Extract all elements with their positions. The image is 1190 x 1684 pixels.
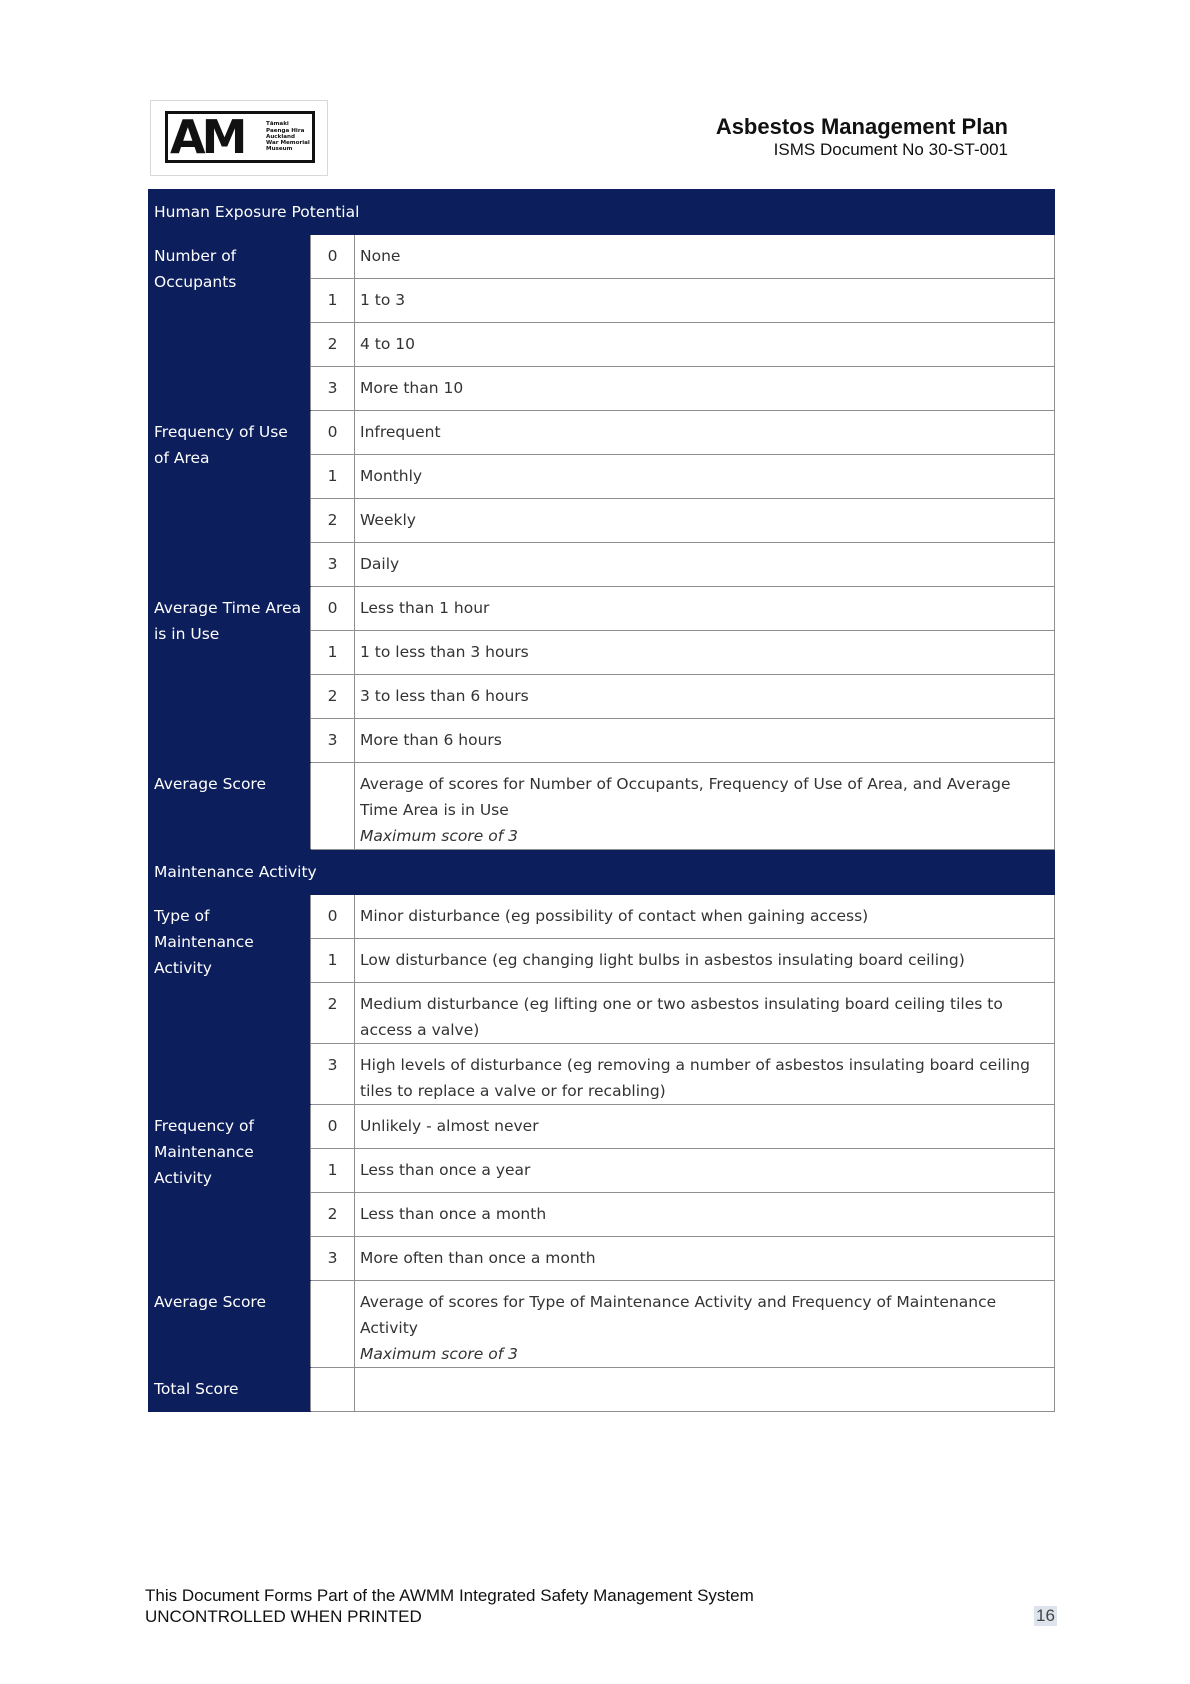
score-cell: 0 bbox=[311, 895, 355, 939]
score-cell: 3 bbox=[311, 1237, 355, 1281]
section-title: Human Exposure Potential bbox=[149, 190, 1055, 235]
score-cell: 0 bbox=[311, 587, 355, 631]
table-row bbox=[149, 235, 1055, 279]
description-cell: Less than 1 hour bbox=[355, 587, 1055, 631]
average-score-cell bbox=[311, 763, 355, 850]
description-cell: 1 to less than 3 hours bbox=[355, 631, 1055, 675]
score-cell: 1 bbox=[311, 279, 355, 323]
table-row bbox=[149, 895, 1055, 939]
description-cell: Monthly bbox=[355, 455, 1055, 499]
description-cell: Low disturbance (eg changing light bulbs in asbestos insulating board ceiling) bbox=[355, 939, 1055, 983]
score-cell: 0 bbox=[311, 411, 355, 455]
score-cell: 2 bbox=[311, 983, 355, 1044]
criterion-label: Number of Occupants bbox=[149, 235, 311, 411]
description-cell: Medium disturbance (eg lifting one or two asbestos insulating board ceiling tiles to access a valve) bbox=[355, 983, 1055, 1044]
average-text: Average of scores for Number of Occupants, Frequency of Use of Area, and Average Time Area is in Use bbox=[360, 775, 1011, 819]
score-cell: 2 bbox=[311, 323, 355, 367]
score-cell: 2 bbox=[311, 1193, 355, 1237]
description-cell: Daily bbox=[355, 543, 1055, 587]
section-row bbox=[149, 190, 1055, 235]
document-number: ISMS Document No 30-ST-001 bbox=[773, 140, 1008, 159]
total-row bbox=[149, 1368, 1055, 1412]
average-label: Average Score bbox=[149, 1281, 311, 1368]
footer-uncontrolled: UNCONTROLLED WHEN PRINTED bbox=[145, 1607, 422, 1626]
description-cell: More than 6 hours bbox=[355, 719, 1055, 763]
scoring-table-body bbox=[149, 190, 1055, 1412]
description-cell: 4 to 10 bbox=[355, 323, 1055, 367]
average-row bbox=[149, 1281, 1055, 1368]
average-row bbox=[149, 763, 1055, 850]
logo-mark: AM bbox=[170, 114, 244, 160]
scoring-table bbox=[148, 189, 1055, 1412]
description-cell: More than 10 bbox=[355, 367, 1055, 411]
description-cell: Unlikely - almost never bbox=[355, 1105, 1055, 1149]
score-cell: 3 bbox=[311, 719, 355, 763]
criterion-label: Frequency of Maintenance Activity bbox=[149, 1105, 311, 1281]
logo-frame bbox=[150, 100, 328, 176]
score-cell: 1 bbox=[311, 631, 355, 675]
description-cell: More often than once a month bbox=[355, 1237, 1055, 1281]
description-cell: High levels of disturbance (eg removing a number of asbestos insulating board ceiling tiles to replace a valve or for recabling) bbox=[355, 1044, 1055, 1105]
criterion-label: Type of Maintenance Activity bbox=[149, 895, 311, 1105]
criterion-label: Frequency of Use of Area bbox=[149, 411, 311, 587]
average-description bbox=[355, 763, 1055, 850]
description-cell: Minor disturbance (eg possibility of contact when gaining access) bbox=[355, 895, 1055, 939]
score-cell: 3 bbox=[311, 1044, 355, 1105]
score-cell: 3 bbox=[311, 543, 355, 587]
description-cell: 3 to less than 6 hours bbox=[355, 675, 1055, 719]
average-text: Average of scores for Type of Maintenance Activity and Frequency of Maintenance Activity bbox=[360, 1293, 997, 1337]
score-cell: 1 bbox=[311, 455, 355, 499]
average-description bbox=[355, 1281, 1055, 1368]
score-cell: 2 bbox=[311, 675, 355, 719]
description-cell: 1 to 3 bbox=[355, 279, 1055, 323]
score-cell: 1 bbox=[311, 939, 355, 983]
footer-statement: This Document Forms Part of the AWMM Integrated Safety Management System bbox=[145, 1586, 754, 1605]
score-cell: 1 bbox=[311, 1149, 355, 1193]
section-title: Maintenance Activity bbox=[149, 850, 1055, 895]
page-number: 16 bbox=[1036, 1606, 1055, 1625]
maximum-score-note: Maximum score of 3 bbox=[360, 827, 518, 845]
description-cell: Infrequent bbox=[355, 411, 1055, 455]
total-score-cell bbox=[311, 1368, 355, 1412]
score-cell: 0 bbox=[311, 1105, 355, 1149]
section-row bbox=[149, 850, 1055, 895]
description-cell: Less than once a year bbox=[355, 1149, 1055, 1193]
score-cell: 0 bbox=[311, 235, 355, 279]
description-cell: Less than once a month bbox=[355, 1193, 1055, 1237]
document-title: Asbestos Management Plan bbox=[715, 114, 1008, 139]
logo-text: Tāmaki Paenga Hira Auckland War Memorial Museum bbox=[266, 121, 310, 153]
criterion-label: Average Time Area is in Use bbox=[149, 587, 311, 763]
table-row bbox=[149, 1105, 1055, 1149]
total-description-cell bbox=[355, 1368, 1055, 1412]
museum-logo bbox=[165, 111, 315, 163]
average-label: Average Score bbox=[149, 763, 311, 850]
average-score-cell bbox=[311, 1281, 355, 1368]
table-row bbox=[149, 411, 1055, 455]
score-cell: 2 bbox=[311, 499, 355, 543]
description-cell: Weekly bbox=[355, 499, 1055, 543]
table-row bbox=[149, 587, 1055, 631]
maximum-score-note: Maximum score of 3 bbox=[360, 1345, 518, 1363]
score-cell: 3 bbox=[311, 367, 355, 411]
total-label: Total Score bbox=[149, 1368, 311, 1412]
description-cell: None bbox=[355, 235, 1055, 279]
